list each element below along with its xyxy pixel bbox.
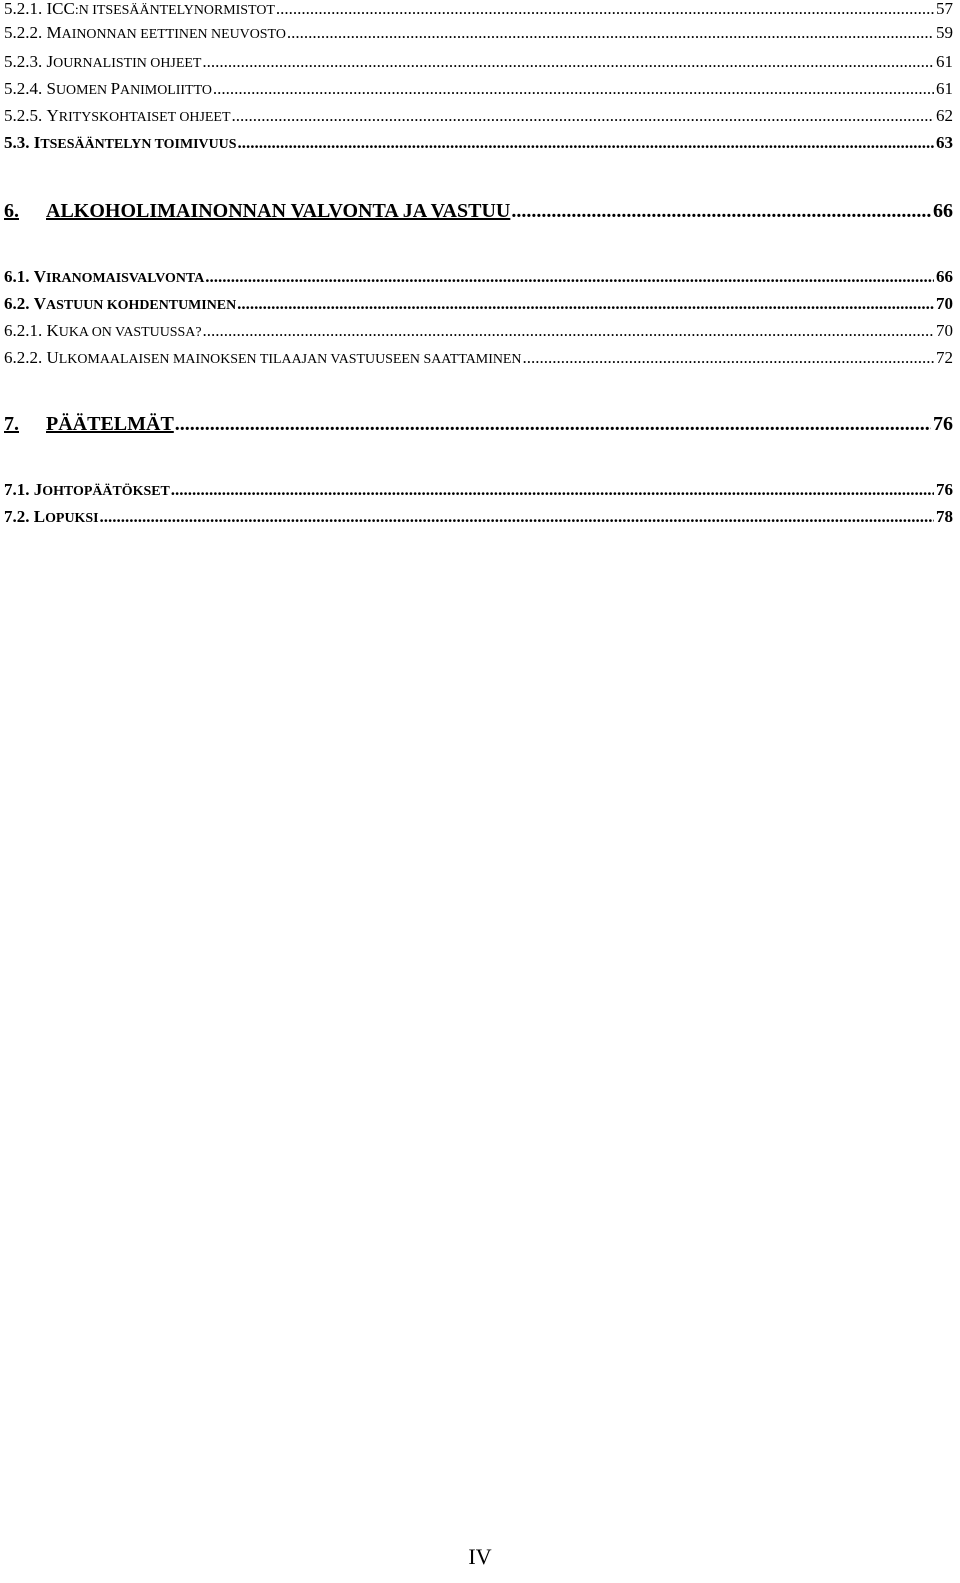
dot-leader (237, 134, 934, 151)
toc-entry-page: 57 (936, 0, 953, 18)
toc-entry-title: ITSESÄÄNTELYN TOIMIVUUS (33, 133, 237, 152)
toc-entry-title: JOURNALISTIN OHJEET (46, 52, 202, 71)
dot-leader (276, 0, 934, 17)
dot-leader (231, 107, 934, 124)
dot-leader (287, 24, 934, 41)
toc-entry-page: 70 (936, 321, 953, 340)
toc-entry-number: 5.3. (4, 133, 30, 152)
toc-entry-5-2-5[interactable] (4, 107, 953, 125)
toc-entry-number: 6.2.1. (4, 321, 43, 340)
toc-entry-5-3[interactable] (4, 134, 953, 152)
toc-entry-page: 66 (936, 267, 953, 286)
toc-entry-page: 62 (936, 106, 953, 125)
toc-entry-number: 6. (4, 200, 19, 222)
toc-entry-title: KUKA ON VASTUUSSA? (46, 321, 202, 340)
toc-entry-number: 5.2.4. (4, 79, 43, 98)
dot-leader (100, 508, 934, 525)
toc-entry-number: 7.2. (4, 507, 30, 526)
toc-entry-title: LOPUKSI (33, 507, 99, 526)
toc-entry-7[interactable] (4, 414, 953, 434)
toc-entry-number: 6.2.2. (4, 348, 43, 367)
toc-entry-6-2-1[interactable] (4, 322, 953, 340)
dot-leader (213, 80, 934, 97)
toc-entry-5-2-3[interactable] (4, 53, 953, 71)
dot-leader (522, 349, 934, 366)
toc-entry-page: 72 (936, 348, 953, 367)
toc-entry-title: ALKOHOLIMAINONNAN VALVONTA JA VASTUU (46, 200, 511, 222)
toc-entry-6-1[interactable] (4, 268, 953, 286)
toc-entry-number: 5.2.3. (4, 52, 43, 71)
toc-entry-title: SUOMEN PANIMOLIITTO (46, 79, 212, 98)
toc-entry-title: VIRANOMAISVALVONTA (33, 267, 205, 286)
toc-entry-title: VASTUUN KOHDENTUMINEN (33, 294, 237, 313)
dot-leader (205, 268, 934, 285)
toc-entry-number: 6.2. (4, 294, 30, 313)
toc-entry-page: 63 (936, 133, 953, 152)
toc-entry-title: ICC:N ITSESÄÄNTELYNORMISTOT (46, 0, 275, 18)
toc-entry-6[interactable] (4, 201, 953, 221)
toc-entry-page: 76 (933, 413, 953, 435)
dot-leader (175, 414, 931, 434)
dot-leader (237, 295, 934, 312)
toc-entry-page: 76 (936, 480, 953, 499)
toc-entry-page: 61 (936, 79, 953, 98)
toc-entry-5-2-4[interactable] (4, 80, 953, 98)
toc-entry-page: 59 (936, 23, 953, 42)
toc-entry-title: PÄÄTELMÄT (46, 413, 174, 435)
dot-leader (203, 322, 934, 339)
toc-entry-page: 61 (936, 52, 953, 71)
toc-entry-title: MAINONNAN EETTINEN NEUVOSTO (46, 23, 286, 42)
toc-entry-title: ULKOMAALAISEN MAINOKSEN TILAAJAN VASTUUSEEN SAATTAMINEN (46, 348, 522, 367)
dot-leader (511, 201, 931, 221)
toc-entry-number: 5.2.2. (4, 23, 43, 42)
toc-entry-title: YRITYSKOHTAISET OHJEET (46, 106, 231, 125)
toc-entry-page: 78 (936, 507, 953, 526)
toc-entry-number: 5.2.1. (4, 0, 43, 18)
toc-entry-title: JOHTOPÄÄTÖKSET (33, 480, 170, 499)
page-number: IV (468, 1544, 492, 1569)
toc-entry-page: 70 (936, 294, 953, 313)
toc-entry-6-2-2[interactable] (4, 349, 953, 367)
dot-leader (171, 481, 934, 498)
dot-leader (202, 53, 934, 70)
toc-entry-number: 7. (4, 413, 19, 435)
toc-entry-number: 5.2.5. (4, 106, 43, 125)
toc-entry-5-2-1[interactable] (4, 0, 953, 18)
toc-entry-number: 7.1. (4, 480, 30, 499)
toc-entry-number: 6.1. (4, 267, 30, 286)
toc-entry-page: 66 (933, 200, 953, 222)
toc-entry-7-2[interactable] (4, 508, 953, 526)
toc-entry-7-1[interactable] (4, 481, 953, 499)
toc-entry-6-2[interactable] (4, 295, 953, 313)
toc-entry-5-2-2[interactable] (4, 24, 953, 42)
